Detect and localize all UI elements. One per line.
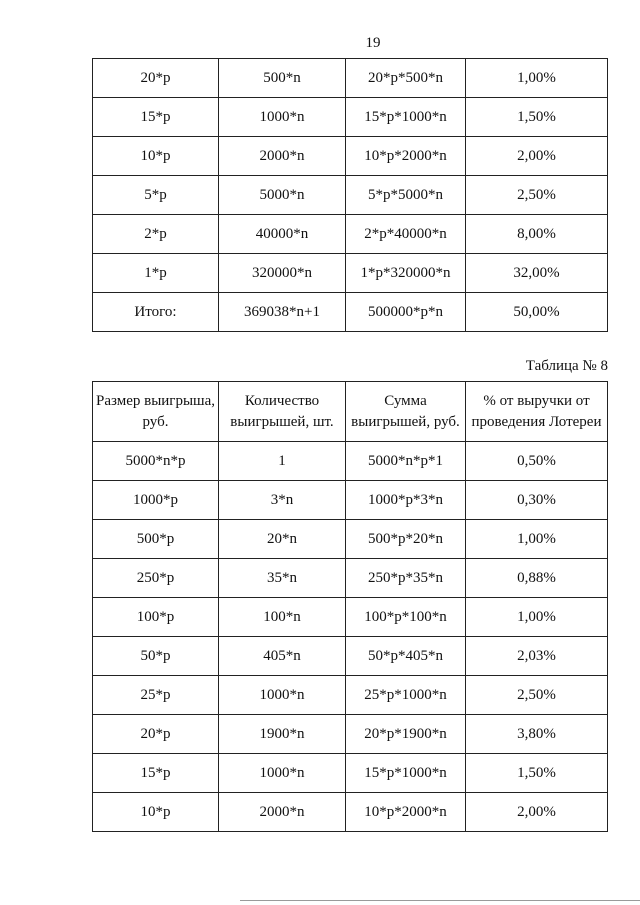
table-cell: 500*n: [219, 59, 346, 98]
table-cell: Итого:: [93, 293, 219, 332]
table-cell: 500000*p*n: [346, 293, 466, 332]
table-cell: 1,50%: [466, 98, 608, 137]
table-cell: 2,03%: [466, 637, 608, 676]
table-row: [93, 598, 608, 637]
table-cell: 5*p*5000*n: [346, 176, 466, 215]
prize-table-8: [92, 381, 608, 832]
table-cell: 5000*n*p: [93, 442, 219, 481]
table-cell: 15*p*1000*n: [346, 98, 466, 137]
table-cell: 40000*n: [219, 215, 346, 254]
table-cell: 2000*n: [219, 793, 346, 832]
table-cell: 1,00%: [466, 598, 608, 637]
table-row: [93, 793, 608, 832]
header-line: Сумма: [384, 392, 427, 409]
table-row: [93, 520, 608, 559]
table-cell: 3,80%: [466, 715, 608, 754]
table-cell: 5*p: [93, 176, 219, 215]
page-number: 19: [365, 35, 381, 51]
table-cell: 1000*n: [219, 98, 346, 137]
table-cell: 1,00%: [466, 59, 608, 98]
table-cell: 0,50%: [466, 442, 608, 481]
table-caption: Таблица № 8: [525, 358, 608, 374]
table-cell: 20*p*500*n: [346, 59, 466, 98]
table-cell: 10*p: [93, 793, 219, 832]
table-cell: 20*n: [219, 520, 346, 559]
table-cell: 15*p: [93, 98, 219, 137]
table-cell: 20*p: [93, 59, 219, 98]
header-line: Размер выигрыша,: [96, 392, 215, 409]
table-cell: 50*p: [93, 637, 219, 676]
table-cell: 405*n: [219, 637, 346, 676]
table-cell: 500*p: [93, 520, 219, 559]
table-cell: 25*p*1000*n: [346, 676, 466, 715]
table-header-cell: [346, 382, 466, 442]
table-cell: 20*p: [93, 715, 219, 754]
table-cell: 1000*n: [219, 754, 346, 793]
header-line: руб.: [142, 413, 169, 430]
table-cell: 100*p: [93, 598, 219, 637]
table-row: [93, 637, 608, 676]
header-line: выигрышей, шт.: [230, 413, 334, 430]
table-cell: 2*p*40000*n: [346, 215, 466, 254]
table-row: [93, 293, 608, 332]
table-cell: 2,00%: [466, 793, 608, 832]
table-cell: 10*p: [93, 137, 219, 176]
table-row: [93, 481, 608, 520]
table-cell: 1*p*320000*n: [346, 254, 466, 293]
table-cell: 100*n: [219, 598, 346, 637]
table-row: [93, 176, 608, 215]
table-cell: 10*p*2000*n: [346, 137, 466, 176]
table-cell: 3*n: [219, 481, 346, 520]
table-cell: 15*p*1000*n: [346, 754, 466, 793]
table-cell: 25*p: [93, 676, 219, 715]
header-line: проведения Лотереи: [471, 413, 602, 430]
header-line: % от выручки от: [483, 392, 590, 409]
prize-table-continued: [92, 58, 608, 332]
table-cell: 20*p*1900*n: [346, 715, 466, 754]
table-cell: 1,00%: [466, 520, 608, 559]
scan-edge-line: [240, 900, 640, 901]
table-cell: 500*p*20*n: [346, 520, 466, 559]
table-cell: 320000*n: [219, 254, 346, 293]
table-row: [93, 137, 608, 176]
table-cell: 0,30%: [466, 481, 608, 520]
table-row: [93, 559, 608, 598]
table-cell: 250*p: [93, 559, 219, 598]
table-header-cell: [466, 382, 608, 442]
table-cell: 2000*n: [219, 137, 346, 176]
table-cell: 2,50%: [466, 676, 608, 715]
table-cell: 1: [219, 442, 346, 481]
table-row: [93, 254, 608, 293]
table-cell: 0,88%: [466, 559, 608, 598]
table-cell: 10*p*2000*n: [346, 793, 466, 832]
table-row: [93, 676, 608, 715]
table-cell: 32,00%: [466, 254, 608, 293]
table-cell: 1000*n: [219, 676, 346, 715]
table-cell: 369038*n+1: [219, 293, 346, 332]
header-line: выигрышей, руб.: [351, 413, 460, 430]
table-cell: 1000*p: [93, 481, 219, 520]
table-cell: 35*n: [219, 559, 346, 598]
table-body: [93, 59, 608, 332]
table-cell: 15*p: [93, 754, 219, 793]
table-row: [93, 715, 608, 754]
table-row: [93, 59, 608, 98]
table-cell: 2,50%: [466, 176, 608, 215]
header-line: Количество: [244, 392, 320, 409]
table-row: [93, 215, 608, 254]
table-cell: 250*p*35*n: [346, 559, 466, 598]
table-row: [93, 98, 608, 137]
table-cell: 100*p*100*n: [346, 598, 466, 637]
table-header-row: [93, 382, 608, 442]
table-cell: 50*p*405*n: [346, 637, 466, 676]
table-header-cell: [93, 382, 219, 442]
table-row: [93, 754, 608, 793]
table-row: [93, 442, 608, 481]
table-cell: 8,00%: [466, 215, 608, 254]
table-cell: 2,00%: [466, 137, 608, 176]
table-cell: 50,00%: [466, 293, 608, 332]
table-cell: 1,50%: [466, 754, 608, 793]
table-cell: 2*p: [93, 215, 219, 254]
table-cell: 5000*n*p*1: [346, 442, 466, 481]
table-header-cell: [219, 382, 346, 442]
table-cell: 1900*n: [219, 715, 346, 754]
table-cell: 1*p: [93, 254, 219, 293]
table-cell: 5000*n: [219, 176, 346, 215]
table-body: [93, 382, 608, 832]
table-cell: 1000*p*3*n: [346, 481, 466, 520]
